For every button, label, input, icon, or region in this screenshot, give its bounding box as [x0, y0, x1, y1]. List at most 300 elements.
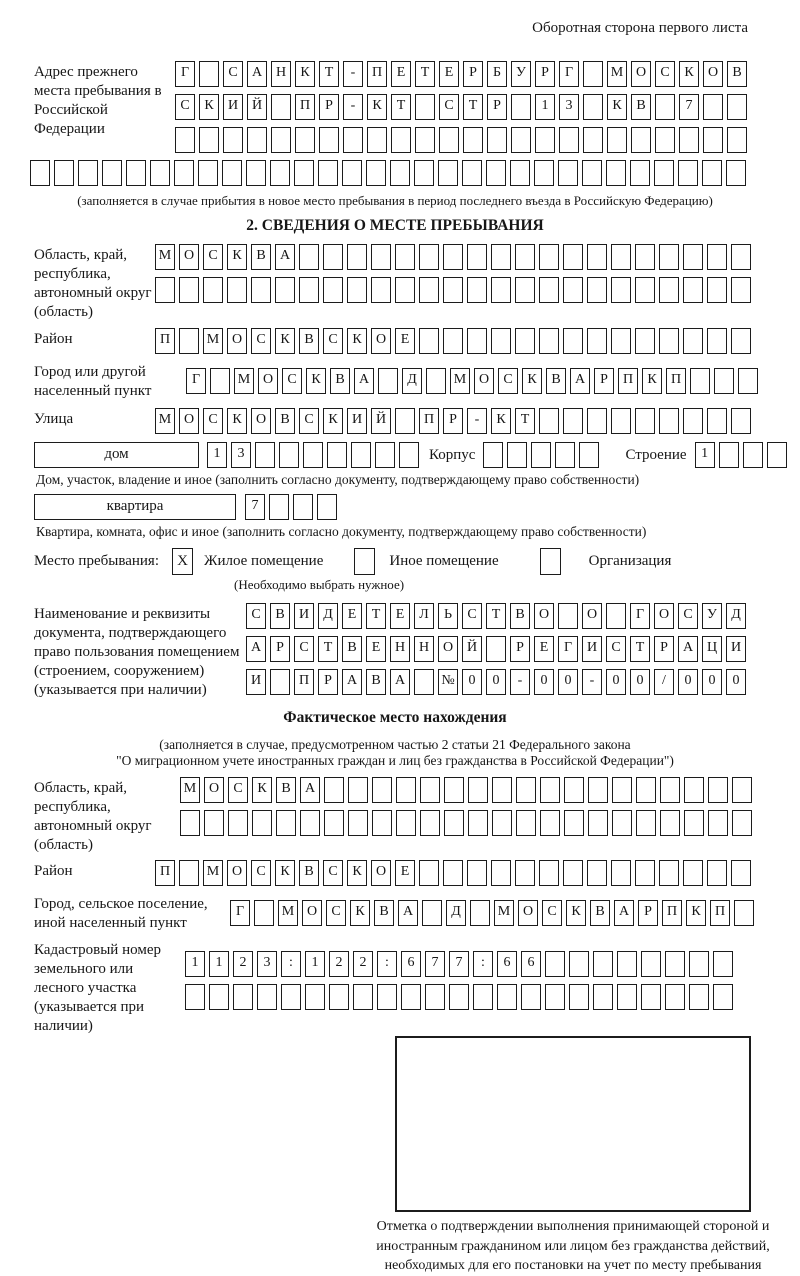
form-cell[interactable]: В	[299, 328, 319, 354]
form-cell[interactable]	[727, 94, 747, 120]
form-cell[interactable]: С	[678, 603, 698, 629]
form-cell[interactable]	[254, 900, 274, 926]
form-cell[interactable]	[540, 777, 560, 803]
form-cell[interactable]	[443, 277, 463, 303]
form-cell[interactable]	[516, 810, 536, 836]
form-cell[interactable]	[377, 984, 397, 1010]
form-cell[interactable]	[606, 603, 626, 629]
form-cell[interactable]: В	[275, 408, 295, 434]
form-cell[interactable]: Т	[366, 603, 386, 629]
form-cell[interactable]: Г	[630, 603, 650, 629]
form-cell[interactable]	[419, 328, 439, 354]
form-cell[interactable]	[209, 984, 229, 1010]
form-cell[interactable]: Н	[271, 61, 291, 87]
form-cell[interactable]: С	[606, 636, 626, 662]
form-cell[interactable]	[329, 984, 349, 1010]
form-cell[interactable]	[294, 160, 314, 186]
form-cell[interactable]	[635, 860, 655, 886]
form-cell[interactable]	[276, 810, 296, 836]
form-cell[interactable]: Е	[439, 61, 459, 87]
form-cell[interactable]: С	[223, 61, 243, 87]
form-cell[interactable]: П	[419, 408, 439, 434]
form-cell[interactable]	[324, 810, 344, 836]
form-cell[interactable]	[558, 603, 578, 629]
form-cell[interactable]: 2	[233, 951, 253, 977]
form-cell[interactable]: К	[323, 408, 343, 434]
form-cell[interactable]: 0	[462, 669, 482, 695]
form-cell[interactable]	[659, 244, 679, 270]
form-cell[interactable]: К	[491, 408, 511, 434]
form-cell[interactable]	[443, 244, 463, 270]
form-cell[interactable]	[295, 127, 315, 153]
form-cell[interactable]	[683, 860, 703, 886]
form-cell[interactable]	[689, 984, 709, 1010]
form-cell[interactable]: О	[227, 328, 247, 354]
form-cell[interactable]: М	[278, 900, 298, 926]
form-cell[interactable]	[419, 860, 439, 886]
form-cell[interactable]	[583, 127, 603, 153]
form-cell[interactable]	[564, 810, 584, 836]
form-cell[interactable]	[611, 328, 631, 354]
form-cell[interactable]	[327, 442, 347, 468]
form-cell[interactable]: В	[251, 244, 271, 270]
form-cell[interactable]	[372, 777, 392, 803]
form-cell[interactable]: К	[275, 860, 295, 886]
form-cell[interactable]	[279, 442, 299, 468]
form-cell[interactable]	[420, 777, 440, 803]
form-cell[interactable]: С	[326, 900, 346, 926]
form-cell[interactable]: В	[276, 777, 296, 803]
form-cell[interactable]: К	[522, 368, 542, 394]
form-cell[interactable]	[707, 408, 727, 434]
dom-box[interactable]: дом	[34, 442, 199, 468]
form-cell[interactable]	[299, 244, 319, 270]
form-cell[interactable]: М	[155, 244, 175, 270]
form-cell[interactable]	[396, 810, 416, 836]
form-cell[interactable]: Е	[366, 636, 386, 662]
form-cell[interactable]: С	[323, 328, 343, 354]
form-cell[interactable]	[323, 244, 343, 270]
form-cell[interactable]	[204, 810, 224, 836]
form-cell[interactable]	[467, 860, 487, 886]
form-cell[interactable]: Б	[487, 61, 507, 87]
form-cell[interactable]	[635, 328, 655, 354]
form-cell[interactable]: М	[203, 328, 223, 354]
form-cell[interactable]	[351, 442, 371, 468]
form-cell[interactable]: О	[371, 860, 391, 886]
form-cell[interactable]	[641, 984, 661, 1010]
form-cell[interactable]	[343, 127, 363, 153]
form-cell[interactable]	[583, 61, 603, 87]
form-cell[interactable]	[492, 777, 512, 803]
form-cell[interactable]: Е	[534, 636, 554, 662]
form-cell[interactable]: К	[347, 860, 367, 886]
form-cell[interactable]	[732, 810, 752, 836]
form-cell[interactable]	[396, 777, 416, 803]
form-cell[interactable]: -	[510, 669, 530, 695]
form-cell[interactable]	[347, 244, 367, 270]
form-cell[interactable]: :	[281, 951, 301, 977]
form-cell[interactable]: С	[462, 603, 482, 629]
form-cell[interactable]: И	[347, 408, 367, 434]
form-cell[interactable]	[223, 127, 243, 153]
form-cell[interactable]	[391, 127, 411, 153]
form-cell[interactable]	[559, 127, 579, 153]
form-cell[interactable]: Е	[390, 603, 410, 629]
form-cell[interactable]	[582, 160, 602, 186]
form-cell[interactable]	[731, 860, 751, 886]
form-cell[interactable]	[419, 244, 439, 270]
form-cell[interactable]	[179, 277, 199, 303]
form-cell[interactable]	[203, 277, 223, 303]
form-cell[interactable]: 1	[695, 442, 715, 468]
form-cell[interactable]: В	[374, 900, 394, 926]
form-cell[interactable]: 7	[679, 94, 699, 120]
form-cell[interactable]	[199, 61, 219, 87]
form-cell[interactable]: Р	[654, 636, 674, 662]
form-cell[interactable]	[198, 160, 218, 186]
form-cell[interactable]	[660, 810, 680, 836]
form-cell[interactable]: О	[474, 368, 494, 394]
form-cell[interactable]: С	[175, 94, 195, 120]
form-cell[interactable]	[579, 442, 599, 468]
form-cell[interactable]	[521, 984, 541, 1010]
form-cell[interactable]	[395, 244, 415, 270]
form-cell[interactable]: Й	[247, 94, 267, 120]
form-cell[interactable]: -	[582, 669, 602, 695]
form-cell[interactable]	[588, 777, 608, 803]
form-cell[interactable]: 2	[353, 951, 373, 977]
form-cell[interactable]: О	[179, 408, 199, 434]
form-cell[interactable]: И	[726, 636, 746, 662]
form-cell[interactable]: А	[246, 636, 266, 662]
form-cell[interactable]: О	[703, 61, 723, 87]
form-cell[interactable]	[470, 900, 490, 926]
form-cell[interactable]	[743, 442, 763, 468]
form-cell[interactable]	[654, 160, 674, 186]
form-cell[interactable]	[438, 160, 458, 186]
form-cell[interactable]: П	[662, 900, 682, 926]
form-cell[interactable]: К	[295, 61, 315, 87]
form-cell[interactable]	[683, 328, 703, 354]
form-cell[interactable]	[467, 244, 487, 270]
form-cell[interactable]	[439, 127, 459, 153]
form-cell[interactable]	[511, 127, 531, 153]
form-cell[interactable]	[227, 277, 247, 303]
form-cell[interactable]	[228, 810, 248, 836]
form-cell[interactable]	[395, 277, 415, 303]
form-cell[interactable]	[719, 442, 739, 468]
form-cell[interactable]	[257, 984, 277, 1010]
form-cell[interactable]: Т	[318, 636, 338, 662]
form-cell[interactable]: В	[366, 669, 386, 695]
form-cell[interactable]: А	[678, 636, 698, 662]
form-cell[interactable]: С	[655, 61, 675, 87]
form-cell[interactable]	[535, 127, 555, 153]
form-cell[interactable]	[539, 328, 559, 354]
form-cell[interactable]	[555, 442, 575, 468]
form-cell[interactable]	[702, 160, 722, 186]
form-cell[interactable]: А	[275, 244, 295, 270]
form-cell[interactable]	[545, 951, 565, 977]
form-cell[interactable]	[348, 810, 368, 836]
form-cell[interactable]: К	[607, 94, 627, 120]
form-cell[interactable]: А	[300, 777, 320, 803]
form-cell[interactable]: Н	[414, 636, 434, 662]
form-cell[interactable]: К	[252, 777, 272, 803]
form-cell[interactable]	[641, 951, 661, 977]
form-cell[interactable]	[731, 244, 751, 270]
form-cell[interactable]: Е	[395, 860, 415, 886]
form-cell[interactable]: 7	[425, 951, 445, 977]
form-cell[interactable]: С	[251, 860, 271, 886]
form-cell[interactable]: А	[398, 900, 418, 926]
form-cell[interactable]: П	[295, 94, 315, 120]
form-cell[interactable]: 6	[521, 951, 541, 977]
form-cell[interactable]	[426, 368, 446, 394]
form-cell[interactable]: Г	[558, 636, 578, 662]
form-cell[interactable]: П	[618, 368, 638, 394]
form-cell[interactable]: К	[367, 94, 387, 120]
form-cell[interactable]	[319, 127, 339, 153]
form-cell[interactable]	[587, 244, 607, 270]
form-cell[interactable]: Т	[463, 94, 483, 120]
form-cell[interactable]	[515, 860, 535, 886]
form-cell[interactable]	[175, 127, 195, 153]
form-cell[interactable]	[317, 494, 337, 520]
form-cell[interactable]: С	[282, 368, 302, 394]
form-cell[interactable]: К	[686, 900, 706, 926]
form-cell[interactable]: 3	[559, 94, 579, 120]
form-cell[interactable]	[422, 900, 442, 926]
form-cell[interactable]	[659, 860, 679, 886]
form-cell[interactable]	[305, 984, 325, 1010]
form-cell[interactable]	[444, 777, 464, 803]
form-cell[interactable]	[179, 328, 199, 354]
form-cell[interactable]	[558, 160, 578, 186]
form-cell[interactable]	[631, 127, 651, 153]
form-cell[interactable]	[444, 810, 464, 836]
form-cell[interactable]	[708, 777, 728, 803]
form-cell[interactable]	[540, 810, 560, 836]
form-cell[interactable]	[222, 160, 242, 186]
form-cell[interactable]	[539, 244, 559, 270]
form-cell[interactable]: Р	[535, 61, 555, 87]
form-cell[interactable]	[611, 244, 631, 270]
form-cell[interactable]	[726, 160, 746, 186]
form-cell[interactable]	[54, 160, 74, 186]
checkbox-inoe[interactable]	[354, 548, 375, 575]
form-cell[interactable]: 0	[534, 669, 554, 695]
form-cell[interactable]	[611, 277, 631, 303]
form-cell[interactable]: 0	[558, 669, 578, 695]
form-cell[interactable]	[607, 127, 627, 153]
form-cell[interactable]	[531, 442, 551, 468]
form-cell[interactable]	[419, 277, 439, 303]
form-cell[interactable]: У	[511, 61, 531, 87]
form-cell[interactable]	[179, 860, 199, 886]
form-cell[interactable]: 7	[449, 951, 469, 977]
form-cell[interactable]: К	[347, 328, 367, 354]
form-cell[interactable]: Т	[415, 61, 435, 87]
form-cell[interactable]: А	[390, 669, 410, 695]
form-cell[interactable]	[486, 636, 506, 662]
form-cell[interactable]: Ь	[438, 603, 458, 629]
form-cell[interactable]	[731, 277, 751, 303]
form-cell[interactable]: А	[354, 368, 374, 394]
form-cell[interactable]: Н	[390, 636, 410, 662]
form-cell[interactable]: Р	[510, 636, 530, 662]
form-cell[interactable]: С	[251, 328, 271, 354]
form-cell[interactable]	[414, 669, 434, 695]
form-cell[interactable]	[655, 127, 675, 153]
form-cell[interactable]	[617, 984, 637, 1010]
form-cell[interactable]	[174, 160, 194, 186]
form-cell[interactable]	[655, 94, 675, 120]
form-cell[interactable]	[251, 277, 271, 303]
form-cell[interactable]	[515, 277, 535, 303]
form-cell[interactable]	[727, 127, 747, 153]
form-cell[interactable]	[665, 951, 685, 977]
form-cell[interactable]: М	[607, 61, 627, 87]
form-cell[interactable]: П	[367, 61, 387, 87]
form-cell[interactable]: Г	[186, 368, 206, 394]
form-cell[interactable]	[318, 160, 338, 186]
form-cell[interactable]	[126, 160, 146, 186]
form-cell[interactable]	[425, 984, 445, 1010]
form-cell[interactable]: А	[342, 669, 362, 695]
form-cell[interactable]	[564, 777, 584, 803]
form-cell[interactable]	[78, 160, 98, 186]
form-cell[interactable]	[665, 984, 685, 1010]
form-cell[interactable]	[491, 244, 511, 270]
form-cell[interactable]: :	[377, 951, 397, 977]
form-cell[interactable]	[468, 777, 488, 803]
kvartira-box[interactable]: квартира	[34, 494, 236, 520]
form-cell[interactable]	[401, 984, 421, 1010]
form-cell[interactable]	[467, 277, 487, 303]
form-cell[interactable]: И	[294, 603, 314, 629]
form-cell[interactable]	[612, 777, 632, 803]
form-cell[interactable]	[767, 442, 787, 468]
form-cell[interactable]	[587, 408, 607, 434]
form-cell[interactable]	[611, 860, 631, 886]
form-cell[interactable]: Р	[638, 900, 658, 926]
form-cell[interactable]	[270, 160, 290, 186]
form-cell[interactable]	[371, 277, 391, 303]
form-cell[interactable]	[30, 160, 50, 186]
form-cell[interactable]: М	[155, 408, 175, 434]
form-cell[interactable]: К	[227, 244, 247, 270]
form-cell[interactable]: О	[302, 900, 322, 926]
form-cell[interactable]	[468, 810, 488, 836]
form-cell[interactable]	[269, 494, 289, 520]
form-cell[interactable]	[738, 368, 758, 394]
form-cell[interactable]: К	[566, 900, 586, 926]
form-cell[interactable]	[199, 127, 219, 153]
form-cell[interactable]	[539, 277, 559, 303]
form-cell[interactable]: О	[227, 860, 247, 886]
checkbox-org[interactable]	[540, 548, 561, 575]
form-cell[interactable]	[252, 810, 272, 836]
form-cell[interactable]	[636, 810, 656, 836]
form-cell[interactable]: П	[155, 328, 175, 354]
form-cell[interactable]	[635, 408, 655, 434]
form-cell[interactable]: Р	[443, 408, 463, 434]
form-cell[interactable]: Р	[319, 94, 339, 120]
form-cell[interactable]	[511, 94, 531, 120]
form-cell[interactable]	[255, 442, 275, 468]
form-cell[interactable]	[593, 951, 613, 977]
checkbox-zhiloe[interactable]: X	[172, 548, 193, 575]
form-cell[interactable]: П	[666, 368, 686, 394]
form-cell[interactable]	[486, 160, 506, 186]
form-cell[interactable]	[731, 328, 751, 354]
form-cell[interactable]	[563, 277, 583, 303]
form-cell[interactable]	[303, 442, 323, 468]
form-cell[interactable]	[467, 328, 487, 354]
form-cell[interactable]	[210, 368, 230, 394]
form-cell[interactable]: -	[343, 94, 363, 120]
form-cell[interactable]	[271, 127, 291, 153]
form-cell[interactable]: У	[702, 603, 722, 629]
form-cell[interactable]: С	[228, 777, 248, 803]
form-cell[interactable]: Е	[391, 61, 411, 87]
form-cell[interactable]	[635, 277, 655, 303]
form-cell[interactable]	[415, 127, 435, 153]
form-cell[interactable]	[606, 160, 626, 186]
form-cell[interactable]	[684, 777, 704, 803]
form-cell[interactable]	[611, 408, 631, 434]
form-cell[interactable]	[510, 160, 530, 186]
form-cell[interactable]: 1	[207, 442, 227, 468]
form-cell[interactable]: Т	[319, 61, 339, 87]
form-cell[interactable]: И	[246, 669, 266, 695]
form-cell[interactable]	[375, 442, 395, 468]
form-cell[interactable]: 0	[678, 669, 698, 695]
form-cell[interactable]: Л	[414, 603, 434, 629]
form-cell[interactable]: И	[582, 636, 602, 662]
form-cell[interactable]	[102, 160, 122, 186]
form-cell[interactable]: П	[155, 860, 175, 886]
form-cell[interactable]: О	[204, 777, 224, 803]
form-cell[interactable]: С	[498, 368, 518, 394]
form-cell[interactable]	[679, 127, 699, 153]
form-cell[interactable]: П	[294, 669, 314, 695]
form-cell[interactable]: -	[343, 61, 363, 87]
form-cell[interactable]	[367, 127, 387, 153]
form-cell[interactable]: 2	[329, 951, 349, 977]
form-cell[interactable]	[491, 328, 511, 354]
form-cell[interactable]	[545, 984, 565, 1010]
form-cell[interactable]: Г	[175, 61, 195, 87]
form-cell[interactable]: С	[542, 900, 562, 926]
form-cell[interactable]: А	[570, 368, 590, 394]
form-cell[interactable]	[342, 160, 362, 186]
form-cell[interactable]	[587, 328, 607, 354]
form-cell[interactable]: В	[270, 603, 290, 629]
form-cell[interactable]	[463, 127, 483, 153]
form-cell[interactable]	[539, 860, 559, 886]
form-cell[interactable]: О	[251, 408, 271, 434]
form-cell[interactable]: О	[518, 900, 538, 926]
form-cell[interactable]: 0	[606, 669, 626, 695]
form-cell[interactable]: Ц	[702, 636, 722, 662]
form-cell[interactable]	[635, 244, 655, 270]
form-cell[interactable]: О	[438, 636, 458, 662]
form-cell[interactable]: С	[323, 860, 343, 886]
form-cell[interactable]: В	[342, 636, 362, 662]
